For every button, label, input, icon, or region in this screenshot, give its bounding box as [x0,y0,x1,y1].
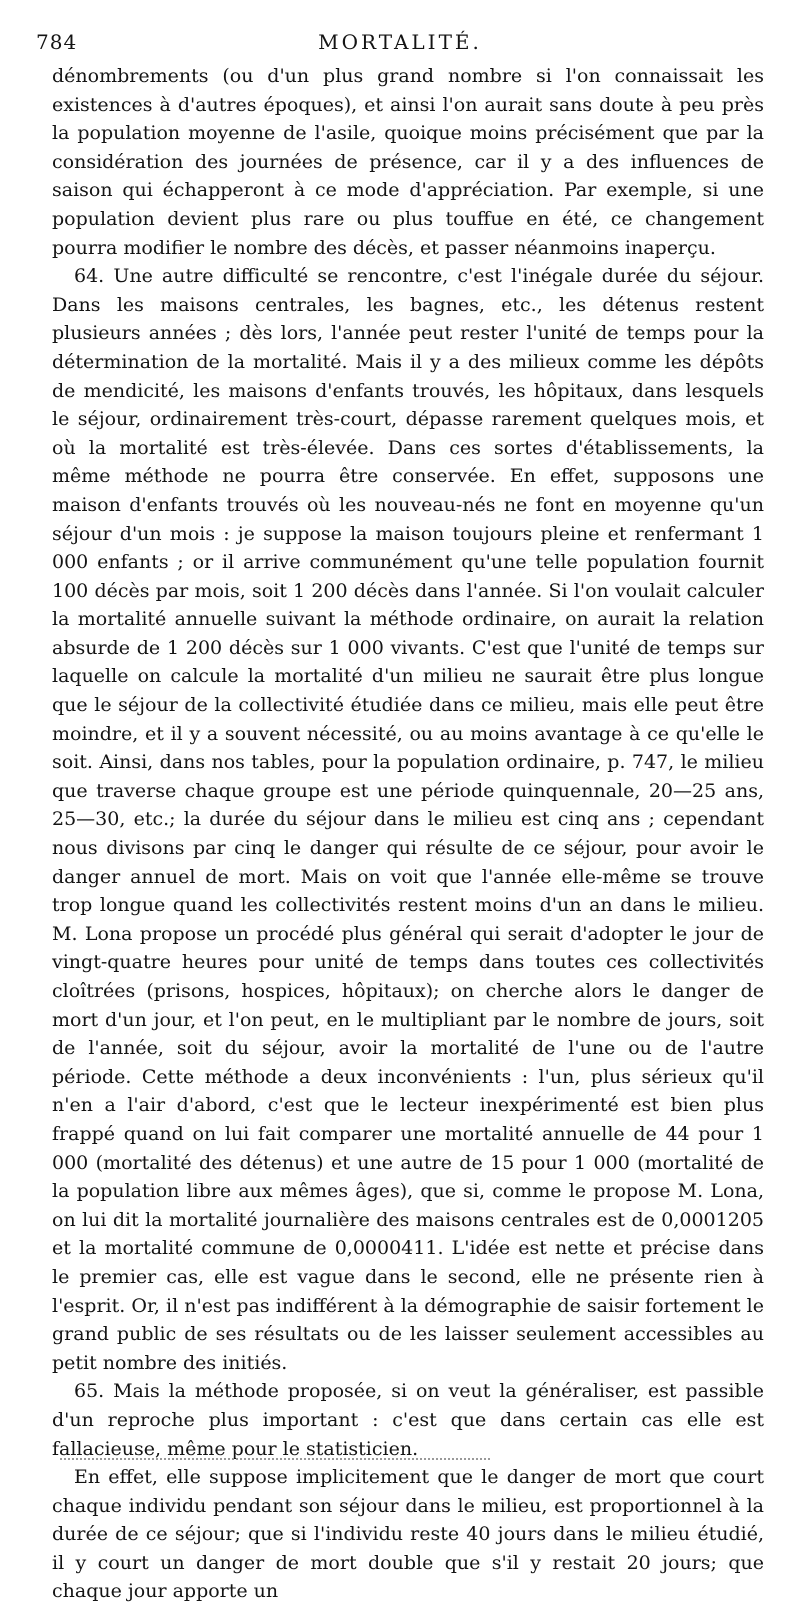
running-title: MORTALITÉ. [318,30,482,54]
paragraph-en-effet: En effet, elle suppose implicitement que le danger de mort que court chaque individu pendant son séjour dans le milieu, est proportionnel à la durée de ce séjour; que si l'individu reste 40 jours dans le milieu étudié, il y court un danger de mort double que s'il y restait 20 jours; que chaque jour apporte un [52,1466,764,1603]
body-text [52,62,764,1606]
bottom-dotted-rule [60,1458,490,1460]
paragraph-continuation: dénombrements (ou d'un plus grand nombre si l'on connaissait les existences à d'autres époques), et ainsi l'on aurait sans doute à peu près la population moyenne de l'asile, quoique moins précisément que par la considération des journées de présence, car il y a des influences de saison qui échapperont à ce mode d'appréciation. Par exemple, si une population devient plus rare ou plus touffue en été, ce changement pourra modifier le nombre des décès, et passer néanmoins inaperçu. [52,65,764,259]
paragraph-65: 65. Mais la méthode proposée, si on veut la généraliser, est passible d'un reproche plus important : c'est que dans certain cas elle est fallacieuse, même pour le statisticien. [52,1380,764,1460]
page-number: 784 [36,30,78,54]
page-header [36,30,764,56]
paragraph-64: 64. Une autre difficulté se rencontre, c'est l'inégale durée du séjour. Dans les maisons centrales, les bagnes, etc., les détenus restent plusieurs années ; dès lors, l'année peut rester l'unité de temps pour la détermination de la mortalité. Mais il y a des milieux comme les dépôts de mendicité, les maisons d'enfants trouvés, les hôpitaux, dans lesquels le séjour, ordinairement très-court, dépasse rarement quelques mois, et où la mortalité est très-élevée. Dans ces sortes d'établissements, la même méthode ne pourra être conservée. En effet, supposons une maison d'enfants trouvés où les nouveau-nés ne font en moyenne qu'un séjour d'un mois : je suppose la maison toujours pleine et renfermant 1 000 enfants ; or il arrive communément qu'une telle population fournit 100 décès par mois, soit 1 200 décès dans l'année. Si l'on voulait calculer la mortalité annuelle suivant la méthode ordinaire, on aurait la relation absurde de 1 200 décès sur 1 000 vivants. C'est que l'unité de temps sur laquelle on calcule la mortalité d'un milieu ne saurait être plus longue que le séjour de la collectivité étudiée dans ce milieu, mais elle peut être moindre, et il y a souvent nécessité, ou au moins avantage à ce qu'elle le soit. Ainsi, dans nos tables, pour la population ordinaire, p. 747, le milieu que traverse chaque groupe est une période quinquennale, 20—25 ans, 25—30, etc.; la durée du séjour dans le milieu est cinq ans ; cependant nous divisons par cinq le danger qui résulte de ce séjour, pour avoir le danger annuel de mort. Mais on voit que l'année elle-même se trouve trop longue quand les collectivités restent moins d'un an dans le milieu. M. Lona propose un procédé plus général qui serait d'adopter le jour de vingt-quatre heures pour unité de temps dans toutes ces collectivités cloîtrées (prisons, hospices, hôpitaux); on cherche alors le danger de mort d'un jour, et l'on peut, en le multipliant par le nombre de jours, soit de l'année, soit du séjour, avoir la mortalité de l'une ou de l'autre période. Cette méthode a deux inconvénients : l'un, plus sérieux qu'il n'en a l'air d'abord, c'est que le lecteur inexpérimenté est bien plus frappé quand on lui fait comparer une mortalité annuelle de 44 pour 1 000 (mortalité des détenus) et une autre de 15 pour 1 000 (mortalité de la population libre aux mêmes âges), que si, comme le propose M. Lona, on lui dit la mortalité journalière des maisons centrales est de 0,0001205 et la mortalité commune de 0,0000411. L'idée est nette et précise dans le premier cas, elle est vague dans le second, elle ne présente rien à l'esprit. Or, il n'est pas indifférent à la démographie de saisir fortement le grand public de ses résultats ou de les laisser seulement accessibles au petit nombre des initiés. [52,265,764,1374]
